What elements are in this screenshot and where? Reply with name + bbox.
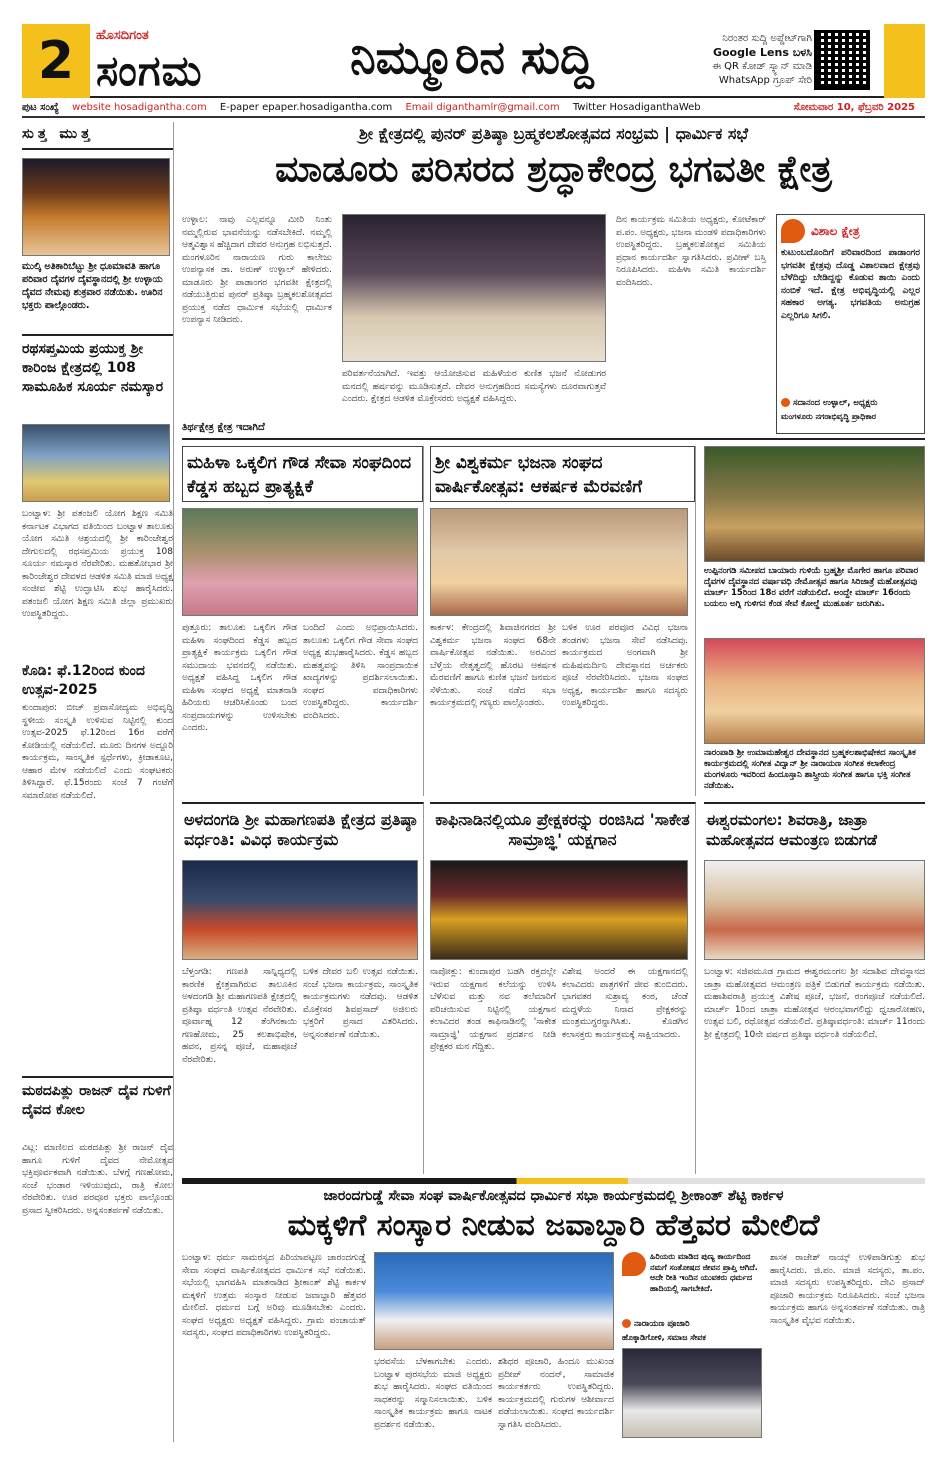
lead-kicker: ಶ್ರೀ ಕ್ಷೇತ್ರದಲ್ಲಿ ಪುನರ್ ಪ್ರತಿಷ್ಠಾ ಬ್ರಹ್ಮಕಲಶೋತ್ಸವದ ಸಂಭ್ರಮ | ಧಾರ್ಮಿಕ ಸಭೆ [358,124,748,143]
section-divider [182,1178,925,1184]
bullet-icon [622,1319,631,1328]
story-body: ಕುಂದಾಪುರ: ಬೀಚ್ ಪ್ರವಾಸೋದ್ಯಮ ಅಭಿವೃದ್ಧಿ ಸ್ಥಳೀಯ ಸಂಸ್ಕೃತಿ ಉಳಿಸುವ ನಿಟ್ಟಿನಲ್ಲಿ ಕುಂದ ಉತ್ಸವ-2025 ಫೆ.12ರಿಂದ 16ರ ವರೆಗೆ ಕೋಡಿಯಲ್ಲಿ ನಡೆಯಲಿದೆ. ಮೂರು ದಿನಗಳ ಅದ್ದೂರಿ ಕಾರ್ಯಕ್ರಮ, ಸಾಂಸ್ಕೃತಿಕ ಸ್ಪರ್ಧೆಗಳು, ಕ್ರೀಡಾಕೂಟ, ಆಹಾರ ಮೇಳ ನಡೆಯಲಿದೆ ಎಂದು ಸಂಘಟಕರು ತಿಳಿಸಿದ್ದಾರೆ. ಫೆ.15ರಂದು ಸಂಜೆ 7 ಗಂಟೆಗೆ ಸಮಾರೋಪ ನಡೆಯಲಿದೆ. [22,703,173,801]
story-headline: ರಥಸಪ್ತಮಿಯ ಪ್ರಯುಕ್ತ ಶ್ರೀ ಕಾರಿಂಜ ಕ್ಷೇತ್ರದಲ್ಲಿ 108 ಸಾಮೂಹಿಕ ಸೂರ್ಯ ನಮಸ್ಕಾರ [22,341,164,395]
brand-logo: ಹೊಸದಿಗಂತ [96,28,149,43]
temple-event-photo [182,860,418,960]
photo-caption: ಮುಲ್ಕಿ ಅತಿಕಾರಿಬೆಟ್ಟು ಶ್ರೀ ಧೂಮಾವತಿ ಹಾಗೂ ಪರಿವಾರ ದೈವಗಳ ದೈವಸ್ಥಾನದಲ್ಲಿ ಶ್ರೀ ಉಳ್ಳಾಯ ದೈವದ ನೇಮವು ಶುಕ್ರವಾರ ನಡೆಯಿತು. ಊರಿನ ಭಕ್ತರು ಪಾಲ್ಗೊಂಡರು. [22,261,163,311]
quote-role: ಹೊಕ್ಕಾಡಿಗೋಳಿ, ಸಮಾಜ ಸೇವಕ [622,1333,706,1342]
box-title: ವಿಶಾಲ ಕ್ಷೇತ್ರ [811,223,860,238]
lead-story [182,122,925,440]
photo-news-column [704,446,925,796]
lead-headline: ಮಾಡೂರು ಪರಿಸರದ ಶ್ರದ್ಧಾಕೇಂದ್ರ ಭಗವತೀ ಕ್ಷೇತ್ರ [275,149,832,190]
issue-date: ಸೋಮವಾರ 10, ಫೆಬ್ರವರಿ 2025 [793,102,915,113]
page-number: 2 [22,24,90,98]
bottom-kicker: ಜಾರಂದಗುಡ್ಡೆ ಸೇವಾ ಸಂಘ ವಾರ್ಷಿಕೋತ್ಸವದ ಧಾರ್ಮಿಕ ಸಭಾ ಕಾರ್ಯಕ್ರಮದಲ್ಲಿ ಶ್ರೀಕಾಂತ್ ಶೆಟ್ಟಿ ಕಾರ್ಕಳ [323,1188,784,1204]
yakshagana-photo [430,860,688,960]
group-photo [182,508,418,616]
box-person-role: ಮಂಗಳೂರು ನಗರಾಭಿವೃದ್ಧಿ ಪ್ರಾಧಿಕಾರ [781,412,877,421]
qr-line-4: WhatsApp ಗ್ರೂಪ್ ಸೇರಿ [718,75,812,86]
bottom-body: ಶಾಸಕ ರಾಜೇಶ್ ನಾಯ್ಕ್ ಉಳಿಪಾಡಿಗುತ್ತು ಶುಭ ಹಾರೈಸಿದರು. ಜಿ.ಪಂ. ಮಾಜಿ ಸದಸ್ಯರು, ತಾ.ಪಂ. ಮಾಜಿ ಸದಸ್ಯರು ಉಪಸ್ಥಿತರಿದ್ದರು. ದೇವಿ ಪ್ರಸಾದ್ ಪೂಜಾರಿ ಕಾರ್ಯಕ್ರಮ ನಿರೂಪಿಸಿದರು. ಸಂಜೆ ಭಜನಾ ಕಾರ್ಯಕ್ರಮ ಹಾಗೂ ಅನ್ನಸಂತರ್ಪಣೆ ನಡೆಯಿತು. ರಾತ್ರಿ ಸಾಂಸ್ಕೃತಿಕ ವೈಭವ ನಡೆಯಿತು. [770,1253,925,1326]
speech-photo [374,1252,614,1350]
left-column [22,122,174,1442]
qr-line-3: ಈ QR ಕೋಡ್ ಸ್ಕ್ಯಾನ್ ಮಾಡಿ [712,61,812,72]
story-headline: ಕಾಫಿನಾಡಿನಲ್ಲಿಯೂ ಪ್ರೇಕ್ಷಕರನ್ನು ರಂಜಿಸಿದ 'ಸಾಕೇತ ಸಾಮ್ರಾಜ್ಞಿ' ಯಕ್ಷಗಾನ [435,810,690,849]
story-headline: ಶ್ರೀ ವಿಶ್ವಕರ್ಮ ಭಜನಾ ಸಂಘದ ವಾರ್ಷಿಕೋತ್ಸವ: ಆಕರ್ಷಕ ಮೆರವಣಿಗೆ [430,446,695,502]
story-body: ಪುತ್ತೂರು: ತಾಲೂಕು ಒಕ್ಕಲಿಗ ಗೌಡ ಮಹಿಳಾ ಸಂಘದಿಂದ ಕೆಡ್ಡಸ ಹಬ್ಬದ ಪ್ರಾತ್ಯಕ್ಷಿಕೆ ಕಾರ್ಯಕ್ರಮ ಒಕ್ಕಲಿಗ ಗೌಡ ಸಮುದಾಯ ಭವನದಲ್ಲಿ ನಡೆಯಿತು. ಅಧ್ಯಕ್ಷತೆ ವಹಿಸಿದ್ದ ಒಕ್ಕಲಿಗ ಗೌಡ ಮಹಿಳಾ ಸಂಘದ ಅಧ್ಯಕ್ಷೆ ಮಾತನಾಡಿ ಹಿರಿಯರು ಆಚರಿಸಿಕೊಂಡು ಬಂದ ಸಂಪ್ರದಾಯಗಳನ್ನು ಉಳಿಸಬೇಕು ಎಂದರು. [182,623,297,733]
story-body-row [430,966,695,1162]
epaper-link[interactable]: E-paper epaper.hosadigantha.com [219,102,393,113]
qr-line-1: ನಿರಂತರ ಸುದ್ದಿ ಅಪ್ಡೇಟ್‌ಗಾಗಿ [722,33,812,44]
story-aladangady [182,802,424,1174]
temple-photo [22,158,170,256]
section-title: ನಿಮ್ಮೂರಿನ ಸುದ್ದಿ [350,30,594,84]
story-body-row [182,622,423,792]
story-headline: ಈಶ್ವರಮಂಗಲ: ಶಿವರಾತ್ರಿ, ಜಾತ್ರಾ ಮಹೋತ್ಸವದ ಆಮಂತ್ರಣ ಬಿಡುಗಡೆ [706,811,878,849]
photo-caption: ಉಪ್ಪಿನಂಗಡಿ ಸಮೀಪದ ಬಾಯಾರು ಗುಳಿಯೆ ಬ್ರಹ್ಮಶ್ರೀ ಮೊಗೇರ ಹಾಗೂ ಪರಿವಾರ ದೈವಗಳ ದೈವಸ್ಥಾನದ ವರ್ಷಾವಧಿ ನೇಮೋತ್ಸವ ಹಾಗೂ ಸಿರಿಜಾತ್ರೆ ಮಹೋತ್ಸವವು ಮಾರ್ಚ್ 15ರಿಂದ 18ರ ವರೆಗೆ ನಡೆಯಲಿದೆ. ಅಂದ್ದೇ ಮಾರ್ಚ್ 16ರಂದು ಬಯಲು ಅಗ್ನಿ ಗುಳಿಗನ ಕೆಂಡ ಸೇವೆ ಕೋಲ್ಡೆ ಮುಹೂರ್ತ ಜರುಗಿತು. [704,566,919,609]
lead-subheading: ತಿರ್ಥಕ್ಷೇತ್ರ ಕ್ಷೇತ್ರ ಇದಾಗಿದೆ [182,422,265,433]
story-body: ಬಂಟ್ವಾಳ: ಶ್ರೀ ಪತಂಜಲಿ ಯೋಗ ಶಿಕ್ಷಣ ಸಮಿತಿ ಕರ್ನಾಟಕ ವಿಭಾಗದ ವತಿಯಿಂದ ಬಂಟ್ವಾಳ ತಾಲೂಕು ಯೋಗ ಸಮಿತಿ ಆಶ್ರಯದಲ್ಲಿ ಶ್ರೀ ಕಾರಿಂಜೇಶ್ವರ ದೇಗುಲದಲ್ಲಿ ರಥಸಪ್ತಮಿಯ ಪ್ರಯುಕ್ತ 108 ಸೂರ್ಯ ನಮಸ್ಕಾರ ನೆರವೇರಿತು. ಮಹತೋಭಾರ ಶ್ರೀ ಕಾರಿಂಜೇಶ್ವರ ದೇವಳದ ಆಡಳಿತ ಸಮಿತಿ ಮಾಜಿ ಅಧ್ಯಕ್ಷ ಸಂಜೀವ ಶೆಟ್ಟಿ ಉದ್ಘಾಟಿಸಿ ಶುಭ ಹಾರೈಸಿದರು. ಪತಂಜಲಿ ಯೋಗ ಶಿಕ್ಷಣ ಸಮಿತಿ ಜಿಲ್ಲಾ ಪ್ರಮುಖರು ಉಪಸ್ಥಿತರಿದ್ದರು. [22,509,173,619]
story-body-row [182,966,423,1162]
story-body: ಬಂಟ್ವಾಳ: ಸಜಿಪಮೂಡ ಗ್ರಾಮದ ಈಶ್ವರಮಂಗಲ ಶ್ರೀ ಸದಾಶಿವ ದೇವಸ್ಥಾನದ ಜಾತ್ರಾ ಮಹೋತ್ಸವದ ಆಮಂತ್ರಣ ಪತ್ರಿಕೆ ಬಿಡುಗಡೆ ಕಾರ್ಯಕ್ರಮ ನಡೆಯಿತು. ಮಹಾಶಿವರಾತ್ರಿ ಪ್ರಯುಕ್ತ ವಿಶೇಷ ಪೂಜೆ, ಭಜನೆ, ರಂಗಪೂಜೆ ನಡೆಯಲಿದೆ. ಮಾರ್ಚ್ 1ರಿಂದ ಜಾತ್ರಾ ಮಹೋತ್ಸವ ಆರಂಭವಾಗಲಿದ್ದು ಧ್ವಜಾರೋಹಣ, ಉತ್ಸವ ಬಲಿ, ರಥೋತ್ಸವ ನಡೆಯಲಿದೆ. ಪ್ರತಿಷ್ಠಾವರ್ಧಂತಿ: ಮಾರ್ಚ್ 11ರಂದು ಶ್ರೀ ಕ್ಷೇತ್ರದಲ್ಲಿ 10ನೇ ವರ್ಷದ ಪ್ರತಿಷ್ಠಾ ವರ್ಧಂತಿ ನಡೆಯಲಿದೆ. [704,967,925,1040]
sidebar-box [776,214,925,434]
box-body: ಕುಟುಂಬದೊಂದಿಗೆ ಪರಿವಾರದಿಂದ ಪಾಡಾಂಗರ ಭಗವತೀ ಕ್ಷೇತ್ರವು ದೊಡ್ಡ ವಿಶಾಲವಾದ ಕ್ಷೇತ್ರವು ಬೆಳೆದಿದ್ದು ಬೇಡಿದ್ದನ್ನು ಕೊಡುವ ತಾಯಿ ಎಂದು ನಂಬಿಕೆ ಇದೆ. ಕ್ಷೇತ್ರ ಅಭಿವೃದ್ಧಿಯಲ್ಲಿ ಎಲ್ಲರ ಸಹಕಾರ ಅಗತ್ಯ. ಭಗವತಿಯ ಅನುಗ್ರಹ ಎಲ್ಲರಿಗೂ ಸಿಗಲಿ. [781,248,920,321]
page-label: ಪುಟ ಸಂಖ್ಯೆ [22,102,59,113]
lead-body-mid: ಪರಿವರ್ತನೆಯಾಗಿದೆ. ಇವತ್ತು ಆಯೋಜಿಸುವ ಮಹಿಳೆಯರ ಕುಣಿತ ಭಜನೆ ನೋಡುಗರ ಮನದಲ್ಲಿ ಹರ್ಷವನ್ನು ಮೂಡಿಸುತ್ತದೆ. ದೇವರ ಅನುಗ್ರಹದಿಂದ ಸಮಸ್ಯೆಗಳು ದೂರವಾಗುತ್ತವೆ ಎಂದರು. ಕ್ಷೇತ್ರದ ಆಡಳಿತ ಮೊಕ್ತೇಸರರು ಅಧ್ಯಕ್ಷತೆ ವಹಿಸಿದ್ದರು. [342,369,606,404]
bottom-body: ಭರವಸೆಯ ಬೆಳಕಾಗಬೇಕು ಎಂದರು. ಬಂಟ್ವಾಳ ಪುರಸಭೆಯ ಮಾಜಿ ಅಧ್ಯಕ್ಷರು ಶುಭ ಹಾರೈಸಿದರು. ಸಂಘದ ವತಿಯಿಂದ ಸಾಧಕರನ್ನು ಸನ್ಮಾನಿಸಲಾಯಿತು. ಬಳಿಕ ಸಾಂಸ್ಕೃತಿಕ ಕಾರ್ಯಕ್ರಮ ಹಾಗೂ ನಾಟಕ ಪ್ರದರ್ಶನ ನಡೆಯಿತು. [374,1357,492,1430]
info-bar [22,100,925,118]
bottom-body: ಶಶಿಧರ ಪೂಜಾರಿ, ಹಿಂದೂ ಮುಖಂಡ ಪ್ರದೀಪ್ ನಂದನ್, ಸಾಮಾಜಿಕ ಕಾರ್ಯಕರ್ತರು ಉಪಸ್ಥಿತರಿದ್ದರು. ಕಾರ್ಯಕ್ರಮದಲ್ಲಿ ಗುರುಗಳ ಆಶೀರ್ವಾದ ಪಡೆಯಲಾಯಿತು. ಸಂಘದ ಕಾರ್ಯದರ್ಶಿ ಸ್ವಾಗತಿಸಿ ವಂದಿಸಿದರು. [498,1357,614,1430]
stage-photo [342,214,606,362]
story-body: ಬಳಿಕ ಊರ ಪರವೂರ ವಿವಿಧ ಭಜನಾ ತಂಡಗಳು ಭಜನಾ ಸೇವೆ ನಡೆಸಿದವು. ಕಾರ್ಯಕ್ರಮದ ಅಂಗವಾಗಿ ಶ್ರೀ ಮಹಿಷಮರ್ದಿನಿ ದೇವಸ್ಥಾನದ ಅರ್ಚಕರು ಪೂಜೆ ನೆರವೇರಿಸಿದರು. ಭಜನಾ ಸಂಘದ ಅಧ್ಯಕ್ಷ, ಕಾರ್ಯದರ್ಶಿ ಹಾಗೂ ಸದಸ್ಯರು ಉಪಸ್ಥಿತರಿದ್ದರು. [562,623,688,708]
quote-person: ನಾರಾಯಣ ಪೂಜಾರಿ [622,1318,762,1331]
story-yakshagana [430,802,696,1174]
story-body: ವಿಟ್ಲ: ಮಾಣಿಲದ ಮಠದಪಿತ್ಲು ಶ್ರೀ ರಾಜನ್ ದೈವ ಹಾಗೂ ಗುಳಿಗೆ ದೈವದ ನೇಮೋತ್ಸವ ಭಕ್ತಿಪೂರ್ವಕವಾಗಿ ನಡೆಯಿತು. ಬೆಳಗ್ಗೆ ಗಣಹೋಮ, ಸಂಜೆ ಭಂಡಾರ ಇಳಿಯುವುದು, ರಾತ್ರಿ ಕೋಲ ನೆರವೇರಿತು. ಊರ ಪರವೂರ ಭಕ್ತರು ಪಾಲ್ಗೊಂಡು ಪ್ರಸಾದ ಸ್ವೀಕರಿಸಿದರು. ಅನ್ನಸಂತರ್ಪಣೆ ನಡೆಯಿತು. [22,1143,173,1216]
story-body: ಬಂದಿದೆ ಎಂದು ಅಭಿಪ್ರಾಯಿಸಿದರು. ತಾಲೂಕು ಒಕ್ಕಲಿಗ ಗೌಡ ಸೇವಾ ಸಂಘದ ಅಧ್ಯಕ್ಷ ಶುಭಹಾರೈಸಿದರು. ಕೆಡ್ಡಸ ಹಬ್ಬದ ಮಹತ್ವವನ್ನು ತಿಳಿಸಿ ಸಾಂಪ್ರದಾಯಿಕ ಖಾದ್ಯಗಳನ್ನು ಪ್ರದರ್ಶಿಸಲಾಯಿತು. ಸಂಘದ ಪದಾಧಿಕಾರಿಗಳು ಉಪಸ್ಥಿತರಿದ್ದರು. ಕಾರ್ಯದರ್ಶಿ ವಂದಿಸಿದರು. [303,623,418,721]
podium-photo [622,1348,762,1438]
invitation-release-photo [704,860,925,960]
bottom-story [182,1186,925,1444]
hall-photo [430,508,688,616]
quote-icon [622,1252,646,1276]
masthead [22,24,925,98]
photo-caption: ನಾರಂಪಾಡಿ ಶ್ರೀ ಉಮಾಮಹೇಶ್ವರ ದೇವಸ್ಥಾನದ ಬ್ರಹ್ಮಕಲಶಾಭಿಷೇಕದ ಸಾಂಸ್ಕೃತಿಕ ಕಾರ್ಯಕ್ರಮದಲ್ಲಿ ಸಂಗೀತ ವಿದ್ವಾನ್ ಶ್ರೀ ನಾರಾಯಣ ಸಂಗೀತ ಕಲಾಕೇಂದ್ರ ಮಂಗಳೂರು ಇವರಿಂದ ಹಿಂದೂಸ್ತಾನಿ ಶಾಸ್ತ್ರೀಯ ಸಂಗೀತ ಹಾಗೂ ಭಕ್ತಿ ಸಂಗೀತ ನಡೆಯಿತು. [704,748,916,791]
bottom-headline: ಮಕ್ಕಳಿಗೆ ಸಂಸ್ಕಾರ ನೀಡುವ ಜವಾಬ್ದಾರಿ ಹೆತ್ತವರ ಮೇಲಿದೆ [287,1208,820,1243]
bullet-icon [781,398,790,407]
story-body: ಬಳಿಕ ದೇವರ ಬಲಿ ಉತ್ಸವ ನಡೆಯಿತು. ಸಂಜೆ ಭಜನಾ ಕಾರ್ಯಕ್ರಮ, ಸಾಂಸ್ಕೃತಿಕ ಕಾರ್ಯಕ್ರಮಗಳು ನಡೆದವು. ಆಡಳಿತ ಮೊಕ್ತೇಸರ ಶಿವಪ್ರಸಾದ್ ಅಜಿಲರು ಭಕ್ತರಿಗೆ ಪ್ರಸಾದ ವಿತರಿಸಿದರು. ಅನ್ನಸಂತರ್ಪಣೆ ನಡೆಯಿತು. [303,967,418,1040]
story-body: ವಿಶೇಷ ಅಂದರೆ ಈ ಯಕ್ಷಗಾನದಲ್ಲಿ ಕಲಾವಿದರು ಪಾತ್ರಗಳಿಗೆ ಜೀವ ತುಂಬಿದರು. ಭಾಗವತರ ಸುಶ್ರಾವ್ಯ ಕಂಠ, ಚೆಂಡೆ ಮದ್ದಳೆಯ ನಿನಾದ ಪ್ರೇಕ್ಷಕರನ್ನು ಮಂತ್ರಮುಗ್ಧರನ್ನಾಗಿಸಿತು. ಕೊಡಗಿನ ಕಲಾಸಕ್ತರು ಕಾರ್ಯಕ್ರಮಕ್ಕೆ ಸಾಕ್ಷಿಯಾದರು. [562,967,688,1040]
daivasthana-photo [704,446,925,562]
accent-bar [884,24,925,98]
story-mahila [182,446,424,796]
qr-instructions [642,32,812,88]
story-headline: ಕೊಡಿ: ಫೆ.12ರಿಂದ ಕುಂದ ಉತ್ಸವ-2025 [22,663,145,698]
concert-photo [704,638,925,744]
email-link[interactable]: Email diganthamlr@gmail.com [405,102,560,113]
story-body: ಕಾರ್ಕಳ: ಕೇಂದ್ರದಲ್ಲಿ ಶಿವಾಜಿನಗರದ ಶ್ರೀ ವಿಶ್ವಕರ್ಮ ಭಜನಾ ಸಂಘದ 68ನೇ ವಾರ್ಷಿಕೋತ್ಸವ ನಡೆಯಿತು. ಅರವಿಂದ ಬೆಳ್ತೆಯ ನೇತೃತ್ವದಲ್ಲಿ ಹೊರಟ ಆಕರ್ಷಕ ಮೆರವಣಿಗೆ ಹಾಗೂ ಕುಣಿತ ಭಜನೆ ಜನಮನ ಸೆಳೆಯಿತು. ಸಂಜೆ ನಡೆದ ಸಭಾ ಕಾರ್ಯಕ್ರಮದಲ್ಲಿ ಗಣ್ಯರು ಪಾಲ್ಗೊಂಡರು. [430,623,556,708]
qr-code[interactable] [814,30,870,90]
story-body: ನಾಪೋಕ್ಲು: ಕುಂದಾಪುರ ಬಡಗಿ ರಕ್ತದಲ್ಲೇ ಇರುವ ಯಕ್ಷಗಾನ ಕಲೆಯನ್ನು ಉಳಿಸಿ ಬೆಳೆಸುವ ಮತ್ತು ನವ ತಲೆಮಾರಿಗೆ ಪರಿಚಯಿಸುವ ನಿಟ್ಟಿನಲ್ಲಿ ಯಕ್ಷಗಾನ ಕಲಾವಿದರ ತಂಡ ಕಾಫಿನಾಡಿನಲ್ಲಿ 'ಸಾಕೇತ ಸಾಮ್ರಾಜ್ಞಿ' ಯಕ್ಷಗಾನ ಪ್ರದರ್ಶನ ನೀಡಿ ಪ್ರೇಕ್ಷಕರ ಮನ ಗೆದ್ದಿತು. [430,967,556,1052]
box-person: ಸದಾನಂದ ಉಳ್ಳಾಲ್, ಅಧ್ಯಕ್ಷರು [781,397,920,410]
story-vishwakarma [430,446,696,796]
story-eshwaramangala [704,802,925,1174]
website-link[interactable]: website hosadigantha.com [72,102,207,113]
location-pin-icon [781,219,805,243]
story-headline: ಅಳದಂಗಡಿ ಶ್ರೀ ಮಹಾಗಣಪತಿ ಕ್ಷೇತ್ರದ ಪ್ರತಿಷ್ಠಾ ವರ್ಧಂತಿ: ವಿವಿಧ ಕಾರ್ಯಕ್ರಮ [184,810,417,849]
story-headline: ಮಹಿಳಾ ಒಕ್ಕಲಿಗ ಗೌಡ ಸೇವಾ ಸಂಘದಿಂದ ಕೆಡ್ಡಸ ಹಬ್ಬದ ಪ್ರಾತ್ಯಕ್ಷಿಕೆ [182,446,423,502]
story-body-row [430,622,695,792]
twitter-link[interactable]: Twitter HosadiganthaWeb [572,102,701,113]
yoga-photo [22,424,170,502]
lead-body-left: ಉಳ್ಳಾಲ: ನಾವು ಎಲ್ಲವನ್ನೂ ಮೀರಿ ನಿಂತು ನಮ್ಮಲ್ಲಿರುವ ಭಾವನೆಯನ್ನು ನಡೆಸಬೇಕಿದೆ. ನಮ್ಮಲ್ಲಿ ಆತ್ಮವಿಶ್ವಾಸ ಹೆಚ್ಚಿದಾಗ ದೇವರ ಅನುಗ್ರಹ ಲಭಿಸುತ್ತದೆ. ಮಂಗಳೂರಿನ ನಾರಾಯಣ ಗುರು ಕಾಲೇಜು ಉಪನ್ಯಾಸಕ ಡಾ. ಅರುಣ್ ಉಳ್ಳಾಲ್ ಹೇಳಿದರು. ಮಾಡೂರು ಶ್ರೀ ಪಾಡಾಂಗರ ಭಗವತೀ ಕ್ಷೇತ್ರದಲ್ಲಿ ನಡೆಯುತ್ತಿರುವ ಪುನರ್ ಪ್ರತಿಷ್ಠಾ ಬ್ರಹ್ಮಕಲಶೋತ್ಸವದ ಪ್ರಯುಕ್ತ ನಡೆದ ಧಾರ್ಮಿಕ ಸಭೆಯಲ್ಲಿ ಧಾರ್ಮಿಕ ಉಪನ್ಯಾಸ ನೀಡಿದರು. [182,215,332,325]
lead-body-right: ದಿನ ಕಾರ್ಯಕ್ರಮ ಸಮಿತಿಯ ಅಧ್ಯಕ್ಷರು, ಕೋಟೆಕಾರ್ ಪ.ಪಂ. ಅಧ್ಯಕ್ಷರು, ಭಜನಾ ಮಂಡಳಿ ಪದಾಧಿಕಾರಿಗಳು ಉಪಸ್ಥಿತರಿದ್ದರು. ಬ್ರಹ್ಮಕಲಶೋತ್ಸವ ಸಮಿತಿಯ ಪ್ರಧಾನ ಕಾರ್ಯದರ್ಶಿ ಸ್ವಾಗತಿಸಿದರು. ಪ್ರವೀಣ್ ಬಸ್ತಿ ನಿರೂಪಿಸಿದರು. ಮಹಿಳಾ ಸಮಿತಿ ಕಾರ್ಯದರ್ಶಿ ವಂದಿಸಿದರು. [616,215,766,288]
box-header [781,219,920,243]
qr-line-2: Google Lens ಬಳಸಿ [712,46,812,59]
pull-quote: ಹಿರಿಯರು ಮಾಡಿದ ಪುಣ್ಯ ಕಾರ್ಯದಿಂದ ನಮಗೆ ಸಂತೋಷದ ಜೀವನ ಪ್ರಾಪ್ತಿ ಆಗಿದೆ. ಅದೇ ರೀತಿ ಇಂದಿನ ಯುವಕರು ಧರ್ಮದ ಹಾದಿಯಲ್ಲಿ ಸಾಗಬೇಕಿದೆ. [650,1252,758,1293]
bottom-body: ಬಂಟ್ವಾಳ: ಧರ್ಮ ಸಾಮರಸ್ಯದ ಪಿರಿಯಾಪಟ್ಟಣ ಜಾರಂದಗುಡ್ಡೆ ಸೇವಾ ಸಂಘದ ವಾರ್ಷಿಕೋತ್ಸವದ ಧಾರ್ಮಿಕ ಸಭೆ ನಡೆಯಿತು. ಸಭೆಯಲ್ಲಿ ಭಾಗವಹಿಸಿ ಮಾತನಾಡಿದ ಶ್ರೀಕಾಂತ್ ಶೆಟ್ಟಿ ಕಾರ್ಕಳ ಮಕ್ಕಳಿಗೆ ಉತ್ತಮ ಸಂಸ್ಕಾರ ನೀಡುವ ಜವಾಬ್ದಾರಿ ಹೆತ್ತವರ ಮೇಲಿದೆ. ಧರ್ಮದ ಬಗ್ಗೆ ಅರಿವು ಮೂಡಿಸಬೇಕು ಎಂದರು. ಸಂಘದ ಅಧ್ಯಕ್ಷರು ಅಧ್ಯಕ್ಷತೆ ವಹಿಸಿದ್ದರು. ಗ್ರಾಮ ಪಂಚಾಯತ್ ಸದಸ್ಯರು, ಸಂಘದ ಪದಾಧಿಕಾರಿಗಳು ಉಪಸ್ಥಿತರಿದ್ದರು. [182,1253,366,1338]
quote-box [622,1252,762,1442]
story-body: ಬೆಳ್ತಂಗಡಿ: ಗಣಪತಿ ಸಾನ್ನಿಧ್ಯದಲ್ಲಿ ಕಾರಣಿಕ ಕ್ಷೇತ್ರವಾಗಿರುವ ತಾಲೂಕಿನ ಅಳದಂಗಡಿ ಶ್ರೀ ಮಹಾಗಣಪತಿ ಕ್ಷೇತ್ರದಲ್ಲಿ ಪ್ರತಿಷ್ಠಾ ವರ್ಧಂತಿ ಉತ್ಸವ ನೆರವೇರಿತು. ಪೂರ್ವಾಹ್ನ 12 ತೆಂಗಿನಕಾಯಿ ಗಣಹೋಮ, 25 ಕಲಶಾಭಿಷೇಕ, ಹವನ, ಪ್ರಸನ್ನ ಪೂಜೆ, ಮಹಾಪೂಜೆ ನೆರವೇರಿತು. [182,967,297,1065]
supplement-title: ಸಂಗಮ [96,46,203,95]
story-headline: ಮಠದಪಿತ್ಲು ರಾಜನ್ ದೈವ ಗುಳಿಗೆ ದೈವದ ಕೋಲ [22,1083,171,1118]
column-title: ಸುತ್ತ ಮುತ್ತ [22,122,173,150]
